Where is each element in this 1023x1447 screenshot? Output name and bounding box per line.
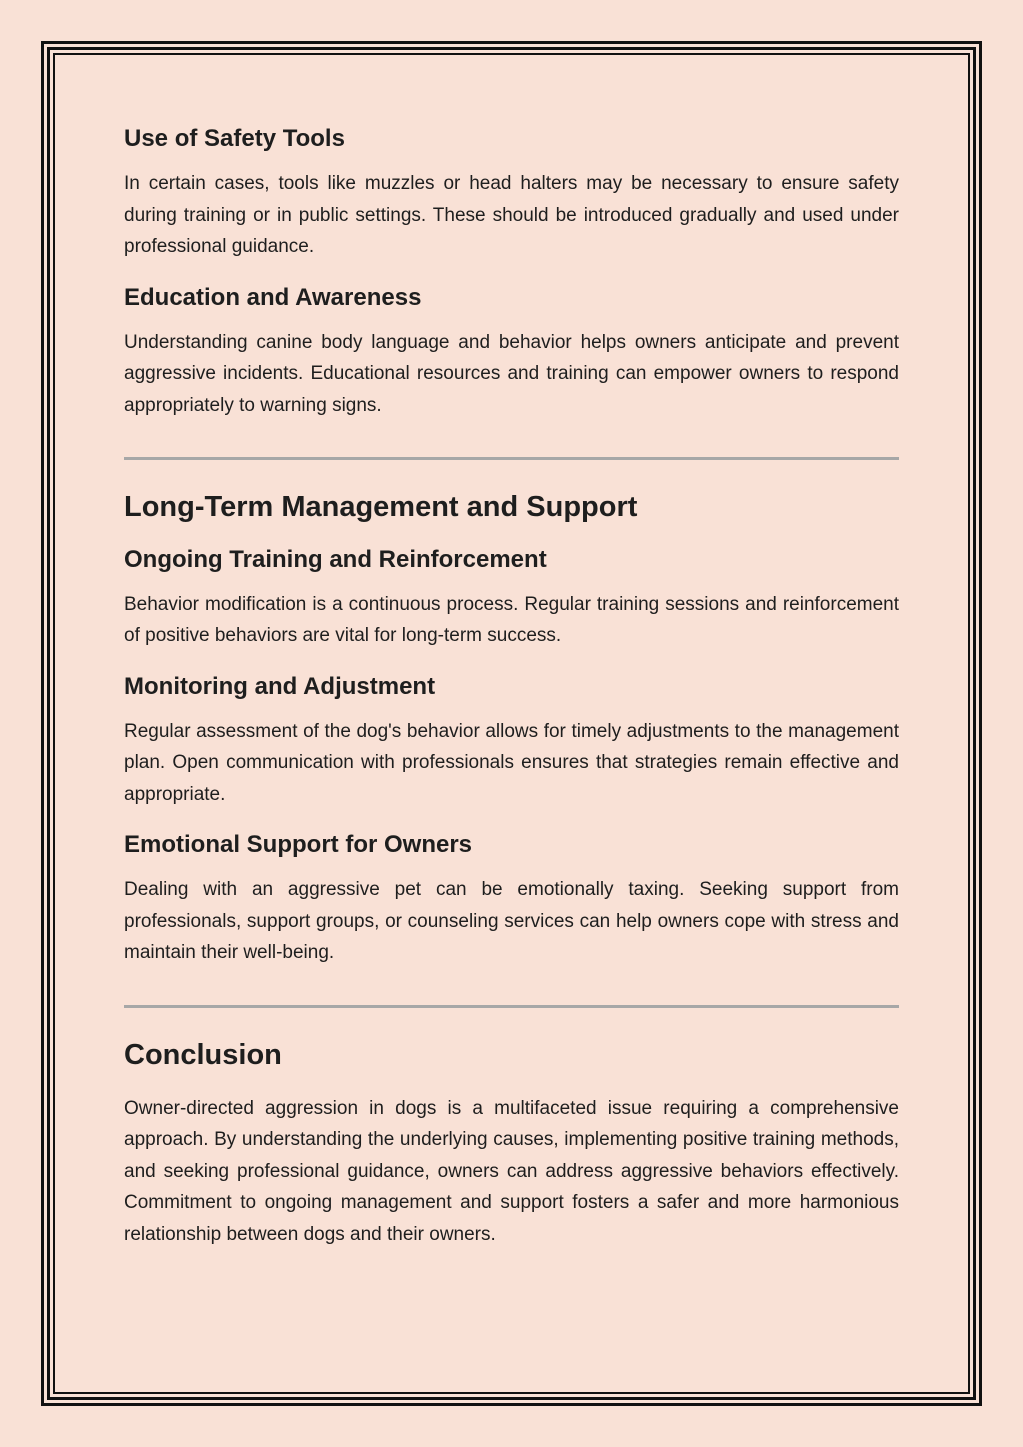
heading-ongoing-training: Ongoing Training and Reinforcement bbox=[124, 545, 547, 573]
paragraph-monitoring: Regular assessment of the dog's behavior allows for timely adjustments to the management plan. Open communication with professionals ensures that strategies remain effective and appropriate. bbox=[124, 720, 899, 805]
paragraph-safety-tools: In certain cases, tools like muzzles or head halters may be necessary to ensure safety during training or in public settings. These should be introduced gradually and used under professional guidance. bbox=[124, 173, 899, 257]
heading-education-and-awareness: Education and Awareness bbox=[124, 283, 422, 311]
section-divider-1 bbox=[124, 457, 899, 460]
paragraph-conclusion: Owner-directed aggression in dogs is a multifaceted issue requiring a comprehensive approach. By understanding the underlying causes, implementing positive training methods, and seeking professional guidance, owners can address aggressive behaviors effectively. Commitment to ongoing management and support fosters a safer and more harmonious relationship between dogs and their owners. bbox=[124, 1097, 899, 1245]
paragraph-emotional-support: Dealing with an aggressive pet can be emotionally taxing. Seeking support from professionals, support groups, or counseling services can help owners cope with stress and maintain their well-being. bbox=[124, 879, 899, 964]
section-divider-2 bbox=[124, 1005, 899, 1008]
document-content bbox=[124, 124, 899, 1270]
paragraph-education: Understanding canine body language and behavior helps owners anticipate and prevent aggressive incidents. Educational resources and training can empower owners to respond appropriately to warning signs. bbox=[124, 331, 899, 416]
paragraph-ongoing-training: Behavior modification is a continuous process. Regular training sessions and reinforcement of positive behaviors are vital for long-term success. bbox=[124, 593, 899, 647]
heading-conclusion: Conclusion bbox=[124, 1038, 282, 1071]
heading-use-of-safety-tools: Use of Safety Tools bbox=[124, 125, 345, 152]
heading-emotional-support: Emotional Support for Owners bbox=[124, 831, 473, 859]
heading-monitoring-adjustment: Monitoring and Adjustment bbox=[124, 672, 436, 700]
heading-long-term-management: Long-Term Management and Support bbox=[124, 491, 638, 523]
